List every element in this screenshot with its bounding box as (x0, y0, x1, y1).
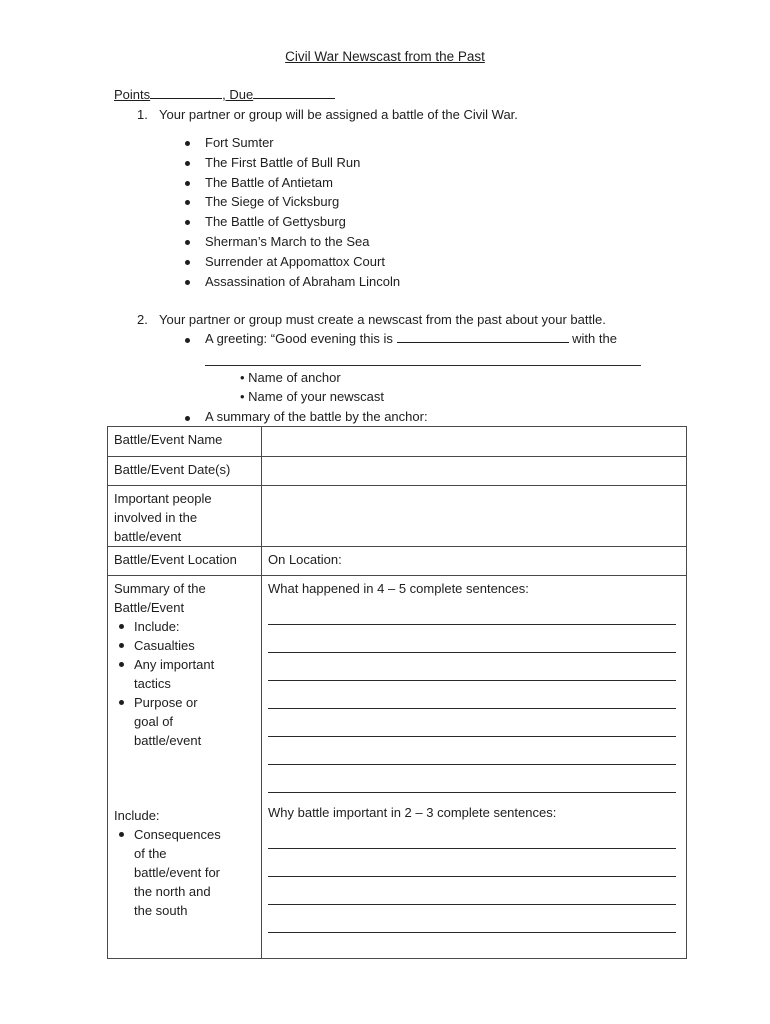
writing-line[interactable] (268, 681, 676, 709)
summary-label-cell (108, 576, 262, 959)
list-item: Include: (134, 617, 255, 636)
bullet-icon (185, 141, 190, 146)
battle-item: The First Battle of Bull Run (205, 155, 361, 170)
page-title: Civil War Newscast from the Past (285, 49, 485, 64)
summary-instruction: A summary of the battle by the anchor: (205, 409, 428, 424)
battle-item: Assassination of Abraham Lincoln (205, 274, 401, 289)
due-blank[interactable] (253, 87, 335, 99)
greeting-line (205, 331, 617, 347)
bullet-icon (185, 240, 190, 245)
table-row (108, 486, 687, 547)
important-people-cell[interactable] (262, 486, 687, 547)
sub-item-anchor: • Name of anchor (240, 370, 341, 385)
row-label: Important people involved in the battle/event (108, 486, 262, 547)
greeting-prefix: A greeting: “Good evening this is (205, 331, 393, 346)
writing-line[interactable] (268, 653, 676, 681)
row-label: Battle/Event Date(s) (108, 457, 262, 486)
battle-name-cell[interactable] (262, 427, 687, 457)
anchor-name-blank[interactable] (397, 331, 569, 343)
bullet-icon (185, 280, 190, 285)
row-label: Battle/Event Location (108, 547, 262, 576)
writing-line[interactable] (268, 598, 676, 625)
list-item: Casualties (134, 636, 255, 655)
table-row (108, 547, 687, 576)
greeting-suffix: with the (572, 331, 617, 346)
table-row (108, 427, 687, 457)
bullet-icon (185, 260, 190, 265)
battle-item: Sherman’s March to the Sea (205, 234, 370, 249)
consequences-list (114, 825, 255, 920)
writing-line[interactable] (268, 905, 676, 933)
location-cell[interactable] (262, 547, 687, 576)
battle-item: The Siege of Vicksburg (205, 194, 340, 209)
list-item: Consequences of the battle/event for the north and the south (134, 825, 226, 920)
battle-item: Surrender at Appomattox Court (205, 254, 385, 269)
bullet-icon (185, 200, 190, 205)
why-important-prompt: Why battle important in 2 – 3 complete sentences: (268, 805, 557, 820)
due-label: , Due (222, 87, 254, 102)
writing-line[interactable] (268, 625, 676, 653)
step1-number: 1. (137, 107, 148, 122)
step1-text: Your partner or group will be assigned a battle of the Civil War. (159, 107, 518, 122)
battle-worksheet-table (107, 426, 687, 959)
writing-line[interactable] (268, 849, 676, 877)
writing-line[interactable] (268, 822, 676, 849)
on-location-label: On Location: (268, 552, 342, 567)
battle-item: The Battle of Antietam (205, 175, 333, 190)
battle-item: Fort Sumter (205, 135, 274, 150)
include-label: Include: (114, 808, 160, 823)
writing-line[interactable] (268, 737, 676, 765)
bullet-icon (185, 220, 190, 225)
summary-label: Summary of the Battle/Event (114, 581, 206, 615)
bullet-icon (185, 181, 190, 186)
table-row (108, 576, 687, 959)
writing-line[interactable] (268, 877, 676, 905)
points-blank[interactable] (150, 87, 222, 99)
battle-item: The Battle of Gettysburg (205, 214, 346, 229)
list-item: Any important tactics (134, 655, 224, 693)
newscast-name-blank[interactable] (205, 365, 641, 366)
summary-include-list (114, 617, 255, 750)
step2-number: 2. (137, 312, 148, 327)
battle-date-cell[interactable] (262, 457, 687, 486)
step2-text: Your partner or group must create a newscast from the past about your battle. (159, 312, 606, 327)
writing-line[interactable] (268, 765, 676, 793)
bullet-icon (185, 416, 190, 421)
what-happened-prompt: What happened in 4 – 5 complete sentences: (268, 581, 529, 596)
list-item: Purpose or goal of battle/event (134, 693, 214, 750)
bullet-icon (185, 338, 190, 343)
table-row (108, 457, 687, 486)
points-due-line (114, 87, 335, 103)
sub-item-newscast: • Name of your newscast (240, 389, 384, 404)
bullet-icon (185, 161, 190, 166)
row-label: Battle/Event Name (108, 427, 262, 457)
summary-writing-cell (262, 576, 687, 959)
points-label: Points (114, 87, 151, 102)
writing-line[interactable] (268, 709, 676, 737)
